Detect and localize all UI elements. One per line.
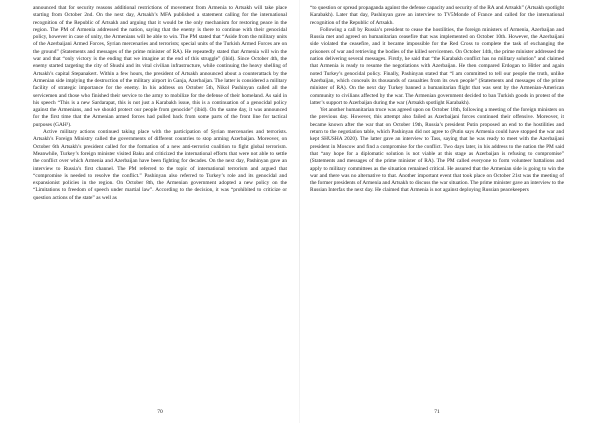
paragraph: “to question or spread propaganda against the defense capacity and security of the RA and Artsakh” (Artsakh spotlight Karabakh). Later that day, Pashinyan gave an interview to TV5Monde of France and called for the international recognition of the Republic of Artsakh. [310,5,564,26]
page-number-left: 70 [157,409,163,415]
paragraph: Yet another humanitarian truce was agreed upon on October 18th, following a meeting of the foreign ministers on the previous day. However, this attempt also failed as Azerbaijani forces continued their offensive. Moreover, it became known after the war that on October 19th, Russia’s president Putin proposed an end to the hostilities and return to the negotiation table, which Pashinyan did not agree to (Putin says Armenia could have stopped the war and kept SHUSHA 2020). The latter gave an interview to Tass, saying that he was ready to meet with the Azerbaijani president in Moscow and find a compromise for the conflict. Two days later, in his address to the nation the PM said that “any hope for a diplomatic solution is not viable at this stage as Azerbaijan is refusing to compromise” (Statements and messages of the prime minister of RA). The PM called everyone to form volunteer battalions and apply to military committees as the situation remained critical. He assured that the Armenian side is going to win the war and there was no alternative to that. Another important event that took place on October 21st was the meeting of the former presidents of Armenia and Artsakh to discuss the war situation. The prime minister gave an interview to the Russian Interfax the next day. He claimed that Armenia is not against deploying Russian peacekeepers [310,107,564,194]
left-page [33,5,287,409]
paragraph: Following a call by Russia’s president to cease the hostilities, the foreign ministers of Armenia, Azerbaijan and Russia met and agreed on humanitarian ceasefire that was implemented on October 10th. However, the Azerbaijani side violated the ceasefire, and it became impossible for the Red Cross to complete the task of exchanging the prisoners of war and retrieving the bodies of the killed servicemen. On October 14th, the prime minister addressed the nation delivering several messages. Firstly, he said that “the Karabakh conflict has no military solution” and claimed that Armenia is ready to resume the negotiations with Azerbaijan. He then compared Erdogan to Hitler and again noted Turkey’s genocidal policy. Finally, Pashinyan stated that “I am committed to tell our people the truth, unlike Azerbaijan, which conceals its thousands of casualties from its own people” (Statements and messages of the prime minister of RA). On the next day Turkey banned a humanitarian flight that was sent by the Armenian-American community to civilians affected by the war. The Armenian government decided to ban Turkish goods in protest of the latter’s support to Azerbaijan during the war (Artsakh spotlight Karabakh). [310,26,564,106]
right-page [310,5,564,409]
page-number-right: 71 [434,409,440,415]
paragraph: announced that for security reasons additional restrictions of movement from Armenia to Artsakh will take place starting from October 2nd. On the next day, Artsakh’s MFA published a statement calling for the international recognition of the Republic of Artsakh and arguing that it would be the only mechanism for restoring peace in the region. The PM of Armenia addressed the nation, saying that the enemy is there to continue with their genocidal policy, however in case of unity, the Armenians will be able to win. The PM stated that “Aside from the military units of the Azerbaijani Armed Forces, Syrian mercenaries and terrorists; special units of the Turkish Armed Forces are on the ground” (Statements and messages of the prime minister of RA). He repeatedly stated that Armenia will win the war and that “only victory is the ending that we imagine at the end of this struggle” (ibid). Since October 4th, the enemy started targeting the city of Shushi and its vital civilian infrastructure, while continuing the heavy shelling of Artsakh’s capital Stepanakert. Within a few hours, the president of Artsakh announced about a counterattack by the Armenian side implying the destruction of the military airport in Ganja, Azerbaijan. The latter is considered a military facility of strategic importance for the enemy. In his address on October 5th, Nikol Pashinyan called all the servicemen and those who finished their service to the army to mobilize for the defense of their homeland. As said in his speech “This is a new Sardarapat, this is not just a Karabakh issue, this is a continuation of a genocidal policy against the Armenians, and we should protect our people from genocide” (ibid). On the same day, it was announced for the first time that the Armenian armed forces had pulled back from some parts of the front line for tactical purposes (GAH¹). [33,5,287,128]
page-gutter [299,0,300,423]
paragraph: Active military actions continued taking place with the participation of Syrian mercenaries and terrorists. Artsakh’s Foreign Ministry called the governments of different countries to stop arming Azerbaijan. Moreover, on October 6th Artsakh’s president called for the formation of a new anti-terrorist coalition to fight global terrorism. Meanwhile, Turkey’s foreign minister visited Baku and criticized the international efforts that were not able to settle the conflict over which Armenia and Azerbaijan have been fighting for decades. On the next day, Pashinyan gave an interview to Russia’s first channel. The PM referred to the topic of international terrorism and argued that “compromise is needed to resolve the conflict.” Pashinyan also referred to Turkey’s role and its genocidal and expansionist policies in the region. On October 8th, the Armenian government adopted a new policy on the “Limitations to freedom of speech under martial law”. According to the decision, it was “prohibited to criticize or question actions of the state” as well as [33,129,287,201]
